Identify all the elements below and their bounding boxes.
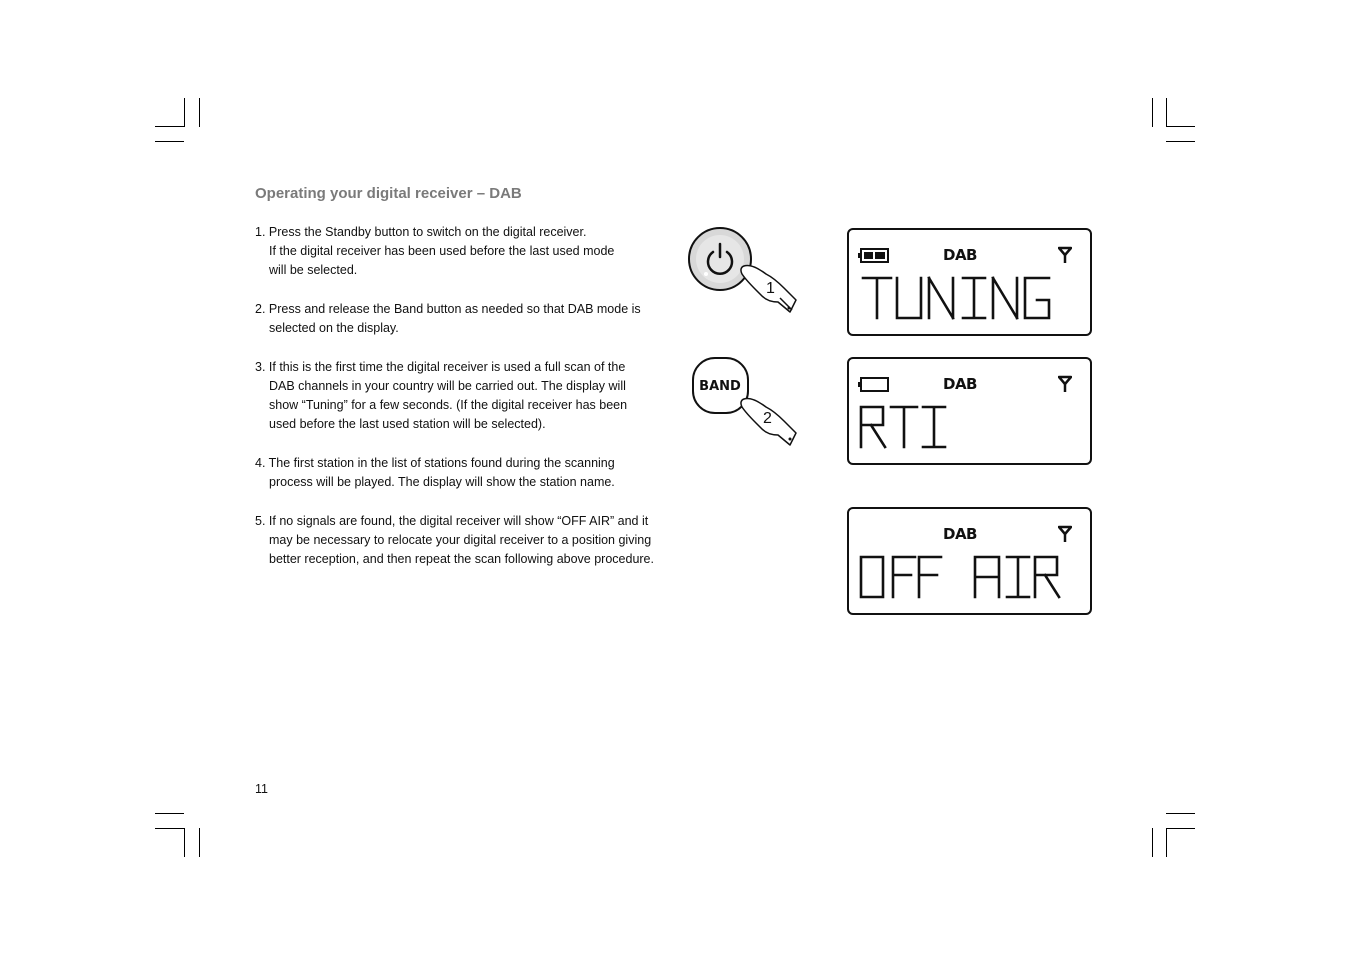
lcd-display-station [847, 357, 1092, 465]
crop-mark [184, 98, 185, 127]
step-5 [255, 512, 654, 569]
lcd-display-off-air [847, 507, 1092, 615]
segment-text [857, 401, 1087, 457]
step-line: used before the last used station will be selected). [269, 417, 546, 431]
crop-mark [1152, 98, 1153, 127]
standby-button-illustration [686, 226, 808, 318]
crop-mark [199, 98, 200, 127]
step-line: If the digital receiver has been used before the last used mode [269, 244, 615, 258]
step-line: 5. If no signals are found, the digital receiver will show “OFF AIR” and it [255, 514, 649, 528]
crop-mark [155, 141, 184, 142]
segment-text [857, 272, 1087, 328]
step-line: process will be played. The display will show the station name. [269, 475, 615, 489]
crop-mark [1166, 98, 1167, 127]
step-line: 3. If this is the first time the digital receiver is used a full scan of the [255, 360, 626, 374]
step-line: 1. Press the Standby button to switch on the digital receiver. [255, 225, 587, 239]
callout-1: 1 [766, 280, 775, 297]
crop-mark [155, 813, 184, 814]
crop-mark [1166, 813, 1195, 814]
page-number: 11 [255, 782, 268, 796]
band-button-illustration [690, 355, 808, 447]
crop-mark [155, 126, 184, 127]
crop-mark [199, 828, 200, 857]
band-button-label: BAND [699, 379, 741, 394]
step-line: selected on the display. [269, 321, 399, 335]
band-indicator: DAB [943, 246, 977, 264]
step-4 [255, 454, 615, 492]
crop-mark [1166, 141, 1195, 142]
crop-mark [1166, 828, 1167, 857]
antenna-icon [1058, 375, 1072, 393]
antenna-icon [1058, 246, 1072, 264]
lcd-display-tuning [847, 228, 1092, 336]
battery-empty-icon [858, 377, 890, 393]
step-line: 4. The first station in the list of stations found during the scanning [255, 456, 615, 470]
step-2 [255, 300, 641, 338]
step-1 [255, 223, 614, 280]
step-line: better reception, and then repeat the scan following above procedure. [269, 552, 654, 566]
crop-mark [1166, 126, 1195, 127]
crop-mark [155, 828, 184, 829]
antenna-icon [1058, 525, 1072, 543]
step-line: DAB channels in your country will be carried out. The display will [269, 379, 626, 393]
page-title: Operating your digital receiver – DAB [255, 185, 522, 202]
step-line: 2. Press and release the Band button as needed so that DAB mode is [255, 302, 641, 316]
step-line: will be selected. [269, 263, 358, 277]
crop-mark [184, 828, 185, 857]
crop-mark [1166, 828, 1195, 829]
crop-mark [1152, 828, 1153, 857]
step-3 [255, 358, 627, 434]
callout-2: 2 [763, 410, 772, 427]
band-indicator: DAB [943, 375, 977, 393]
segment-text [857, 551, 1087, 607]
step-line: show “Tuning” for a few seconds. (If the digital receiver has been [269, 398, 628, 412]
battery-full-icon [858, 248, 890, 264]
band-indicator: DAB [943, 525, 977, 543]
step-line: may be necessary to relocate your digital receiver to a position giving [269, 533, 652, 547]
